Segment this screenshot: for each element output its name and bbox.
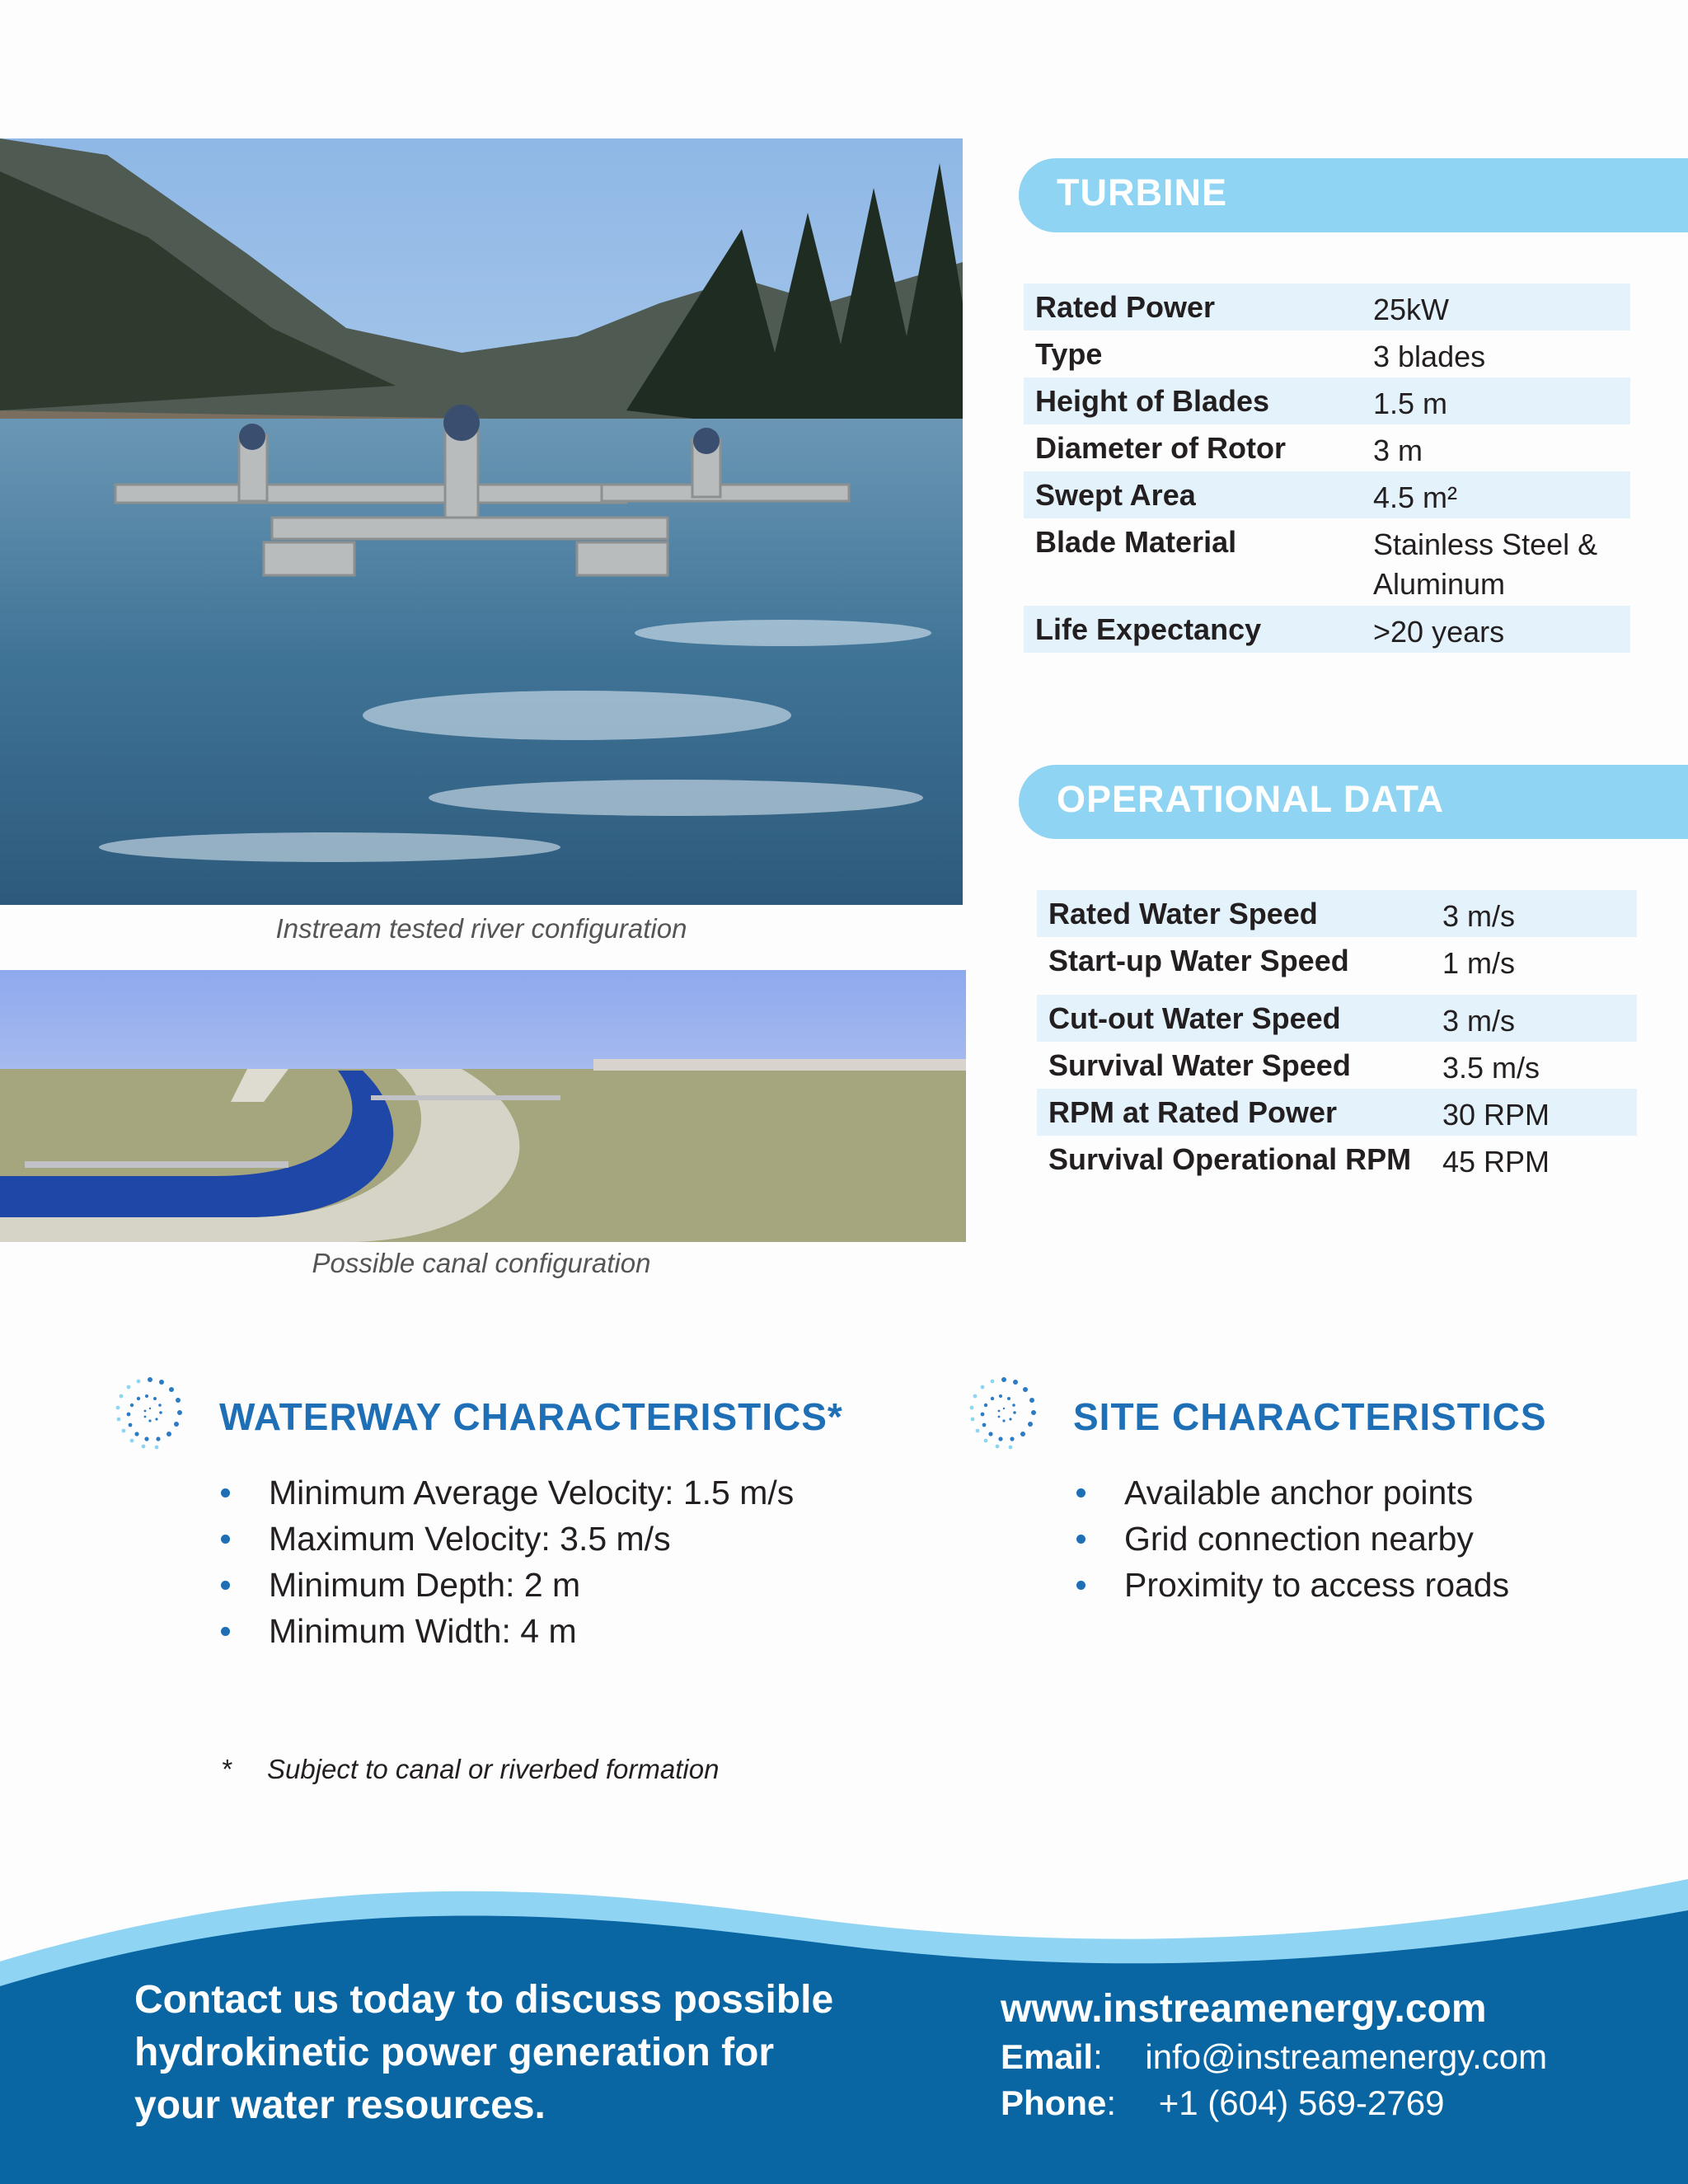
spec-label: Type — [1035, 337, 1103, 371]
waterway-list — [221, 1469, 794, 1654]
list-item: Minimum Average Velocity: 1.5 m/s — [221, 1469, 794, 1516]
spec-value: 4.5 m² — [1373, 480, 1458, 514]
email-label: Email — [1001, 2037, 1094, 2076]
spec-value: 30 RPM — [1442, 1098, 1550, 1132]
spec-label: Cut-out Water Speed — [1048, 1001, 1341, 1035]
table-row — [1037, 937, 1637, 995]
table-row — [1037, 890, 1637, 937]
operational-title: OPERATIONAL DATA — [1057, 778, 1445, 820]
spec-label: Rated Power — [1035, 290, 1216, 324]
contact-pitch — [134, 1974, 876, 2132]
spec-label: RPM at Rated Power — [1048, 1095, 1338, 1129]
list-item: Minimum Width: 4 m — [221, 1608, 794, 1654]
website-link[interactable]: www.instreamenergy.com — [1001, 1987, 1487, 2031]
list-item: Minimum Depth: 2 m — [221, 1562, 794, 1608]
spec-label: Blade Material — [1035, 525, 1237, 559]
table-row — [1037, 995, 1637, 1042]
spec-label: Swept Area — [1035, 478, 1196, 512]
table-row — [1024, 377, 1630, 424]
spiral-dots-icon — [963, 1371, 1045, 1454]
phone-line — [1001, 2083, 1547, 2130]
pitch-line: Contact us today to discuss possible — [134, 1978, 834, 2022]
spec-label: Height of Blades — [1035, 384, 1270, 418]
list-item: Maximum Velocity: 3.5 m/s — [221, 1516, 794, 1562]
table-row — [1024, 424, 1630, 471]
operational-banner — [1019, 765, 1688, 839]
table-row — [1024, 606, 1630, 653]
spec-value: 1.5 m — [1373, 387, 1448, 420]
table-row — [1037, 1089, 1637, 1136]
spiral-dots-icon — [109, 1371, 191, 1454]
site-list — [1076, 1469, 1509, 1608]
table-row — [1037, 1042, 1637, 1089]
email-line — [1001, 2037, 1547, 2083]
email-separator: : — [1093, 2037, 1103, 2076]
spec-value: 1 m/s — [1442, 946, 1516, 980]
list-item: Proximity to access roads — [1076, 1562, 1509, 1608]
turbine-banner — [1019, 158, 1688, 232]
canal-photo — [0, 970, 966, 1242]
canal-caption: Possible canal configuration — [312, 1248, 651, 1278]
table-row — [1024, 284, 1630, 330]
spec-value — [1373, 525, 1597, 604]
spec-label: Rated Water Speed — [1048, 897, 1318, 930]
river-caption: Instream tested river configuration — [275, 913, 687, 944]
table-row — [1024, 471, 1630, 518]
footnote: Subject to canal or riverbed formation — [267, 1754, 720, 1784]
list-item: Available anchor points — [1076, 1469, 1509, 1516]
phone-number[interactable]: +1 (604) 569-2769 — [1158, 2083, 1445, 2122]
footnote-marker: * — [221, 1754, 232, 1784]
spec-label: Diameter of Rotor — [1035, 431, 1287, 465]
turbine-table — [1024, 284, 1630, 653]
table-row — [1024, 330, 1630, 377]
pitch-line: hydrokinetic power generation for — [134, 2031, 775, 2074]
phone-separator: : — [1106, 2083, 1117, 2122]
spec-value: 3 blades — [1373, 340, 1486, 373]
site-title: SITE CHARACTERISTICS — [1073, 1395, 1547, 1438]
waterway-title: WATERWAY CHARACTERISTICS* — [219, 1395, 843, 1438]
pitch-line: your water resources. — [134, 2083, 546, 2127]
spec-label: Survival Water Speed — [1048, 1048, 1351, 1082]
spec-value: 45 RPM — [1442, 1145, 1550, 1179]
list-item: Grid connection nearby — [1076, 1516, 1509, 1562]
spec-label: Life Expectancy — [1035, 612, 1262, 646]
contact-info — [1001, 1986, 1547, 2130]
spec-value: 3.5 m/s — [1442, 1051, 1540, 1085]
spec-label: Survival Operational RPM — [1048, 1142, 1412, 1176]
operational-table — [1037, 890, 1637, 1183]
spec-value-line: Stainless Steel & — [1373, 527, 1598, 561]
spec-value: 3 m/s — [1442, 899, 1516, 933]
turbine-title: TURBINE — [1057, 171, 1227, 213]
spec-value: >20 years — [1373, 615, 1505, 649]
table-row — [1024, 518, 1630, 606]
spec-value: 3 m/s — [1442, 1004, 1516, 1038]
spec-label: Start-up Water Speed — [1048, 944, 1349, 977]
phone-label: Phone — [1001, 2083, 1107, 2122]
river-photo — [0, 138, 963, 905]
spec-value: 25kW — [1373, 293, 1450, 326]
spec-value: 3 m — [1373, 434, 1423, 467]
table-row — [1037, 1136, 1637, 1183]
spec-value-line: Aluminum — [1373, 567, 1506, 601]
email-link[interactable]: info@instreamenergy.com — [1145, 2037, 1548, 2076]
